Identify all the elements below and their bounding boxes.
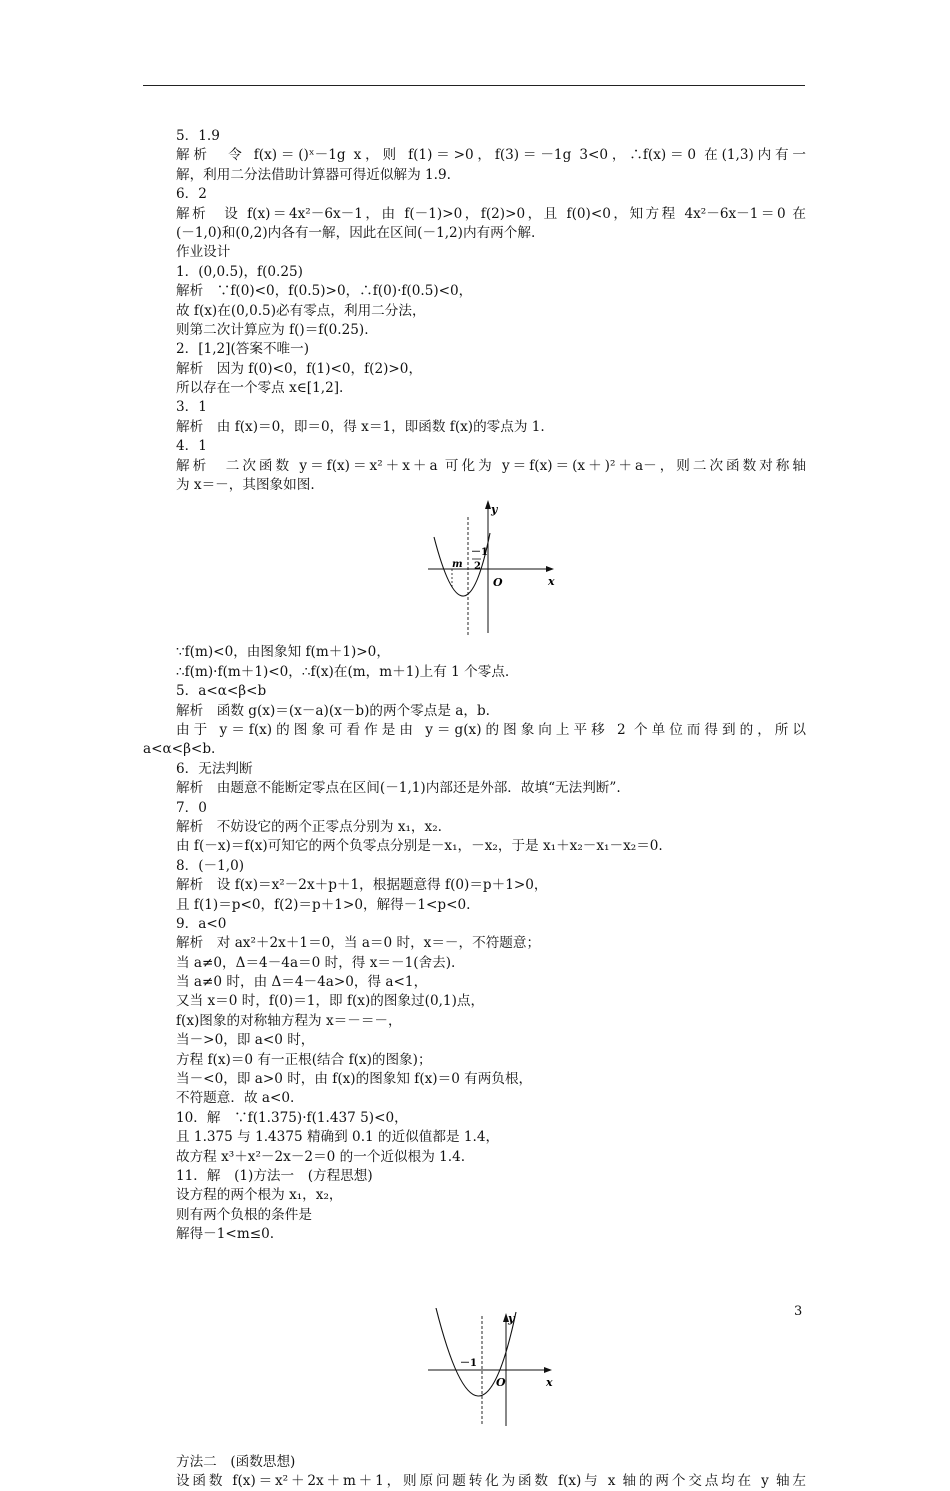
text-line: (－1,0)和(0,2)内各有一解，因此在区间(－1,2)内有两个解.: [176, 224, 536, 241]
axis-label-x: x: [548, 575, 555, 589]
text-line: 故方程 x³＋x²－2x－2＝0 的一个近似根为 1.4.: [176, 1148, 466, 1165]
text-line: 设函数 f(x)＝x²＋2x＋m＋1，则原问题转化为函数 f(x)与 x 轴的两个交点均在 y 轴左: [176, 1473, 806, 1490]
axis-label-y: y: [491, 503, 498, 517]
page-number: 3: [794, 1304, 803, 1319]
label-minus-one: －1: [471, 547, 488, 559]
header-rule: [143, 85, 805, 86]
text-line: [176, 1283, 806, 1302]
origin-label: O: [493, 576, 503, 590]
text-line: 9．a<0: [176, 915, 227, 932]
text-line: 4．1: [176, 438, 207, 455]
text-line: 解析 函数 g(x)＝(x－a)(x－b)的两个零点是 a，b.: [176, 702, 491, 719]
origin-label: O: [496, 1375, 506, 1389]
text-line: 且 1.375 与 1.4375 精确到 0.1 的近似值都是 1.4，: [176, 1129, 500, 1146]
text-line: 解析 令 f(x)＝()ˣ－1g x，则 f(1)＝>0，f(3)＝－1g 3<0，∴f(x)＝0 在(1,3)内有一: [176, 147, 806, 164]
text-line: ∵f(m)<0，由图象知 f(m＋1)>0，: [176, 644, 390, 661]
axis-label-y: y: [508, 1311, 515, 1325]
text-line: 方程 f(x)＝0 有一正根(结合 f(x)的图象)；: [176, 1051, 432, 1068]
parabola-graph-1: [428, 497, 568, 637]
text-line: 10．解 ∵f(1.375)·f(1.437 5)<0，: [176, 1109, 408, 1126]
text-line: 则第二次计算应为 f()＝f(0.25).: [176, 321, 369, 338]
text-line: 作业设计: [176, 244, 231, 261]
text-line: 3．1: [176, 399, 207, 416]
text-line: 由于 y＝f(x)的图象可看作是由 y＝g(x)的图象向上平移 2 个单位而得到的，所以: [176, 721, 806, 738]
text-line: 当 a≠0，Δ＝4－4a＝0 时，得 x＝－1(舍去).: [176, 954, 456, 971]
text-line: 当－>0，即 a<0 时，: [176, 1032, 315, 1049]
text-line: 6．无法判断: [176, 760, 253, 777]
text-line: ∴f(m)·f(m＋1)<0，∴f(x)在(m，m＋1)上有 1 个零点.: [176, 663, 510, 680]
text-line: 解，利用二分法借助计算器可得近似解为 1.9.: [176, 166, 451, 183]
text-line: a<α<β<b.: [143, 741, 216, 758]
text-line: 又当 x＝0 时，f(0)＝1，即 f(x)的图象过(0,1)点，: [176, 993, 485, 1010]
parabola-graph-2: [426, 1308, 566, 1448]
solution-text: [143, 127, 806, 1491]
text-line: 为 x＝－，其图象如图.: [176, 477, 315, 494]
text-line: 11．解 (1)方法一 (方程思想): [176, 1167, 373, 1184]
text-line: 解析 二次函数 y＝f(x)＝x²＋x＋a 可化为 y＝f(x)＝(x＋)²＋a－，则二次函数对称轴: [176, 457, 806, 474]
text-line: 解得－1<m≤0.: [176, 1226, 275, 1243]
text-line: 设方程的两个根为 x₁，x₂，: [176, 1187, 343, 1204]
text-line: 则有两个负根的条件是: [176, 1206, 312, 1223]
text-line: 解析 因为 f(0)<0，f(1)<0，f(2)>0，: [176, 360, 423, 377]
text-line: 5．1.9: [176, 128, 220, 144]
text-line: [176, 1245, 806, 1264]
text-line: f(x)图象的对称轴方程为 x＝－＝－，: [176, 1012, 402, 1029]
figure-parabola-2: [176, 1303, 806, 1453]
text-line: 所以存在一个零点 x∈[1,2].: [176, 380, 344, 397]
text-line: 方法二 (函数思想): [176, 1453, 296, 1470]
text-line: 5．a<α<β<b: [176, 683, 267, 700]
text-line: 故 f(x)在(0,0.5)必有零点，利用二分法，: [176, 302, 426, 319]
text-line: [176, 1264, 806, 1283]
text-line: 解析 设 f(x)＝4x²－6x－1，由 f(－1)>0，f(2)>0，且 f(0)<0，知方程 4x²－6x－1＝0 在: [176, 205, 806, 222]
label-two: 2: [474, 561, 481, 573]
point-label-m: m: [452, 559, 463, 571]
text-line: 当－<0，即 a>0 时，由 f(x)的图象知 f(x)＝0 有两负根，: [176, 1071, 533, 1088]
figure-parabola-1: [176, 495, 806, 643]
text-line: 且 f(1)＝p<0，f(2)＝p＋1>0，解得－1<p<0.: [176, 896, 471, 913]
text-line: 解析 设 f(x)＝x²－2x＋p＋1，根据题意得 f(0)＝p＋1>0，: [176, 877, 548, 894]
axis-label-x: x: [546, 1375, 553, 1389]
text-line: 2．[1,2](答案不唯一): [176, 341, 310, 358]
label-minus-one: －1: [460, 1357, 477, 1369]
text-line: 解析 不妨设它的两个正零点分别为 x₁，x₂.: [176, 818, 442, 835]
text-line: 1．(0,0.5)，f(0.25): [176, 263, 303, 280]
text-line: 7．0: [176, 799, 207, 816]
text-line: 由 f(－x)＝f(x)可知它的两个负零点分别是－x₁，－x₂，于是 x₁＋x₂－x₁－x₂＝0.: [176, 838, 663, 855]
text-line: 解析 由题意不能断定零点在区间(－1,1)内部还是外部．故填“无法判断”.: [176, 780, 621, 797]
text-line: 解析 对 ax²＋2x＋1＝0，当 a＝0 时，x＝－，不符题意；: [176, 935, 541, 952]
text-line: 解析 ∵f(0)<0，f(0.5)>0，∴f(0)·f(0.5)<0，: [176, 283, 473, 300]
text-line: 不符题意．故 a<0.: [176, 1090, 295, 1107]
text-line: 解析 由 f(x)＝0，即＝0，得 x＝1，即函数 f(x)的零点为 1.: [176, 418, 545, 435]
text-line: 8．(－1,0): [176, 857, 245, 874]
text-line: 当 a≠0 时，由 Δ＝4－4a>0，得 a<1，: [176, 974, 428, 991]
text-line: 6．2: [176, 186, 207, 203]
